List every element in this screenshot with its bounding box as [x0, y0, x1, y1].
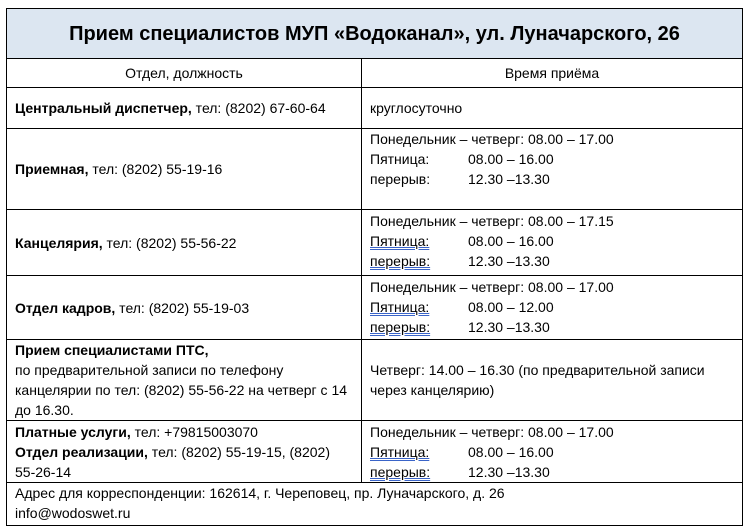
department-name: Прием специалистами ПТС,: [15, 342, 209, 358]
table-row-dispatcher: [7, 88, 743, 129]
schedule-weekdays: Понедельник – четверг: 08.00 – 17.00: [370, 131, 614, 147]
department-name-sales: Отдел реализации,: [15, 444, 148, 460]
schedule-weekdays: Понедельник – четверг: 08.00 – 17.00: [370, 424, 614, 440]
schedule-cell: [362, 421, 743, 483]
title-row: [7, 9, 743, 59]
table-row-hr: [7, 276, 743, 340]
department-phone: тел: +79815003070: [130, 424, 258, 440]
friday-label: Пятница:: [370, 299, 430, 315]
department-phone: тел: (8202) 67-60-64: [191, 100, 326, 116]
schedule-friday: [370, 149, 734, 169]
schedule-friday: [370, 297, 734, 317]
schedule-cell: [362, 276, 743, 340]
table-row-paid-services: [7, 421, 743, 483]
break-label: перерыв:: [370, 464, 431, 480]
department-name: Приемная,: [15, 161, 89, 177]
friday-label: Пятница:: [370, 233, 430, 249]
department-note: по предварительной записи по телефону канцелярии по тел: (8202) 55-56-22 на четверг с 14 до 16.30.: [15, 362, 348, 418]
schedule-table: [6, 8, 743, 526]
column-header-department: Отдел, должность: [7, 59, 362, 88]
department-cell: [7, 88, 362, 129]
friday-label: Пятница:: [370, 444, 430, 460]
department-name: Центральный диспетчер,: [15, 100, 192, 116]
friday-time: 08.00 – 16.00: [468, 444, 554, 460]
page-title: Прием специалистов МУП «Водоканал», ул. Луначарского, 26: [7, 9, 743, 59]
department-cell: [7, 340, 362, 421]
postal-address: Адрес для корреспонденции: 162614, г. Череповец, пр. Луначарского, д. 26: [15, 485, 505, 501]
header-row: [7, 59, 743, 88]
column-header-time: Время приёма: [362, 59, 743, 88]
schedule-break: [370, 317, 734, 337]
schedule-text: Четверг: 14.00 – 16.30 (по предварительной записи через канцелярию): [370, 362, 705, 398]
table-row-address: [7, 483, 743, 526]
break-time: 12.30 –13.30: [468, 171, 550, 187]
friday-label: Пятница:: [370, 151, 430, 167]
schedule-break: [370, 462, 734, 482]
department-name: Отдел кадров,: [15, 299, 116, 316]
department-phone-sales: тел: (8202) 55-19-15, (8202) 55-26-14: [15, 444, 330, 480]
department-phone: тел: (8202) 55-19-16: [88, 161, 223, 177]
department-cell: [7, 276, 362, 340]
department-cell: [7, 129, 362, 210]
schedule-friday: [370, 231, 734, 251]
break-label: перерыв:: [370, 171, 431, 187]
schedule-break: [370, 251, 734, 271]
break-time: 12.30 –13.30: [468, 253, 550, 269]
schedule-sheet: [6, 8, 742, 526]
table-row-pts: [7, 340, 743, 421]
schedule-break: [370, 169, 734, 189]
schedule-cell: [362, 340, 743, 421]
schedule-cell: [362, 210, 743, 276]
break-label: перерыв:: [370, 253, 431, 269]
contact-email: info@wodoswet.ru: [15, 505, 131, 521]
schedule-weekdays: Понедельник – четверг: 08.00 – 17.15: [370, 213, 614, 229]
schedule-cell: [362, 88, 743, 129]
address-cell: [7, 483, 743, 526]
department-phone: тел: (8202) 55-19-03: [115, 299, 250, 316]
friday-time: 08.00 – 16.00: [468, 233, 554, 249]
friday-time: 08.00 – 16.00: [468, 151, 554, 167]
schedule-weekdays: Понедельник – четверг: 08.00 – 17.00: [370, 279, 614, 295]
department-cell: [7, 421, 362, 483]
friday-time: 08.00 – 12.00: [468, 299, 554, 315]
department-name: Платные услуги,: [15, 424, 131, 440]
department-cell: [7, 210, 362, 276]
department-phone: тел: (8202) 55-56-22: [102, 234, 237, 251]
break-label: перерыв:: [370, 319, 431, 335]
schedule-friday: [370, 442, 734, 462]
table-row-chancellery: [7, 210, 743, 276]
schedule-cell: [362, 129, 743, 210]
schedule-text: круглосуточно: [370, 100, 463, 116]
table-row-reception: [7, 129, 743, 210]
department-name: Канцелярия,: [15, 234, 103, 251]
break-time: 12.30 –13.30: [468, 464, 550, 480]
break-time: 12.30 –13.30: [468, 319, 550, 335]
